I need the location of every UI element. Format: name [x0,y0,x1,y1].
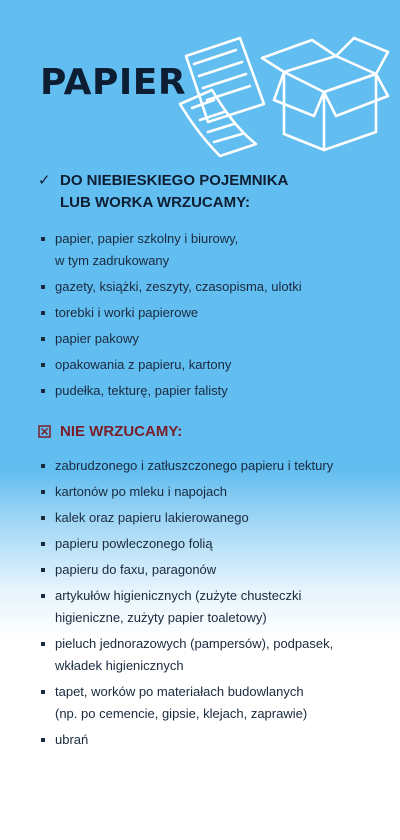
accepted-items-heading [38,170,288,214]
rejected-heading-text: NIE WRZUCAMY: [60,423,183,440]
list-item: papier, papier szkolny i biurowy, w tym zadrukowany [40,228,380,272]
list-item: pieluch jednorazowych (pampersów), podpasek, wkładek higienicznych [40,633,380,677]
checkmark-icon: ✓ [38,172,51,189]
accepted-heading-line2: LUB WORKA WRZUCAMY: [60,194,250,211]
list-item: zabrudzonego i zatłuszczonego papieru i tektury [40,455,380,477]
list-item: kalek oraz papieru lakierowanego [40,507,380,529]
accepted-heading-line1: DO NIEBIESKIEGO POJEMNIKA [60,172,289,189]
list-item: papieru powleczonego folią [40,533,380,555]
accepted-items-list [40,228,380,406]
list-item: pudełka, tekturę, papier falisty [40,380,380,402]
list-item: papieru do faxu, paragonów [40,559,380,581]
crossed-box-icon [38,421,54,443]
list-item: ubrań [40,729,380,751]
cardboard-box-icon [262,38,388,150]
paper-and-box-illustration [172,30,392,160]
rejected-items-heading [38,421,182,443]
paper-sheets-icon [180,38,264,156]
list-item: torebki i worki papierowe [40,302,380,324]
list-item: papier pakowy [40,328,380,350]
list-item: gazety, książki, zeszyty, czasopisma, ulotki [40,276,380,298]
page-title: PAPIER [40,62,187,103]
list-item: kartonów po mleku i napojach [40,481,380,503]
list-item: opakowania z papieru, kartony [40,354,380,376]
list-item: artykułów higienicznych (zużyte chusteczki higieniczne, zużyty papier toaletowy) [40,585,380,629]
rejected-items-list [40,455,380,755]
list-item: tapet, worków po materiałach budowlanych (np. po cemencie, gipsie, klejach, zaprawie) [40,681,380,725]
